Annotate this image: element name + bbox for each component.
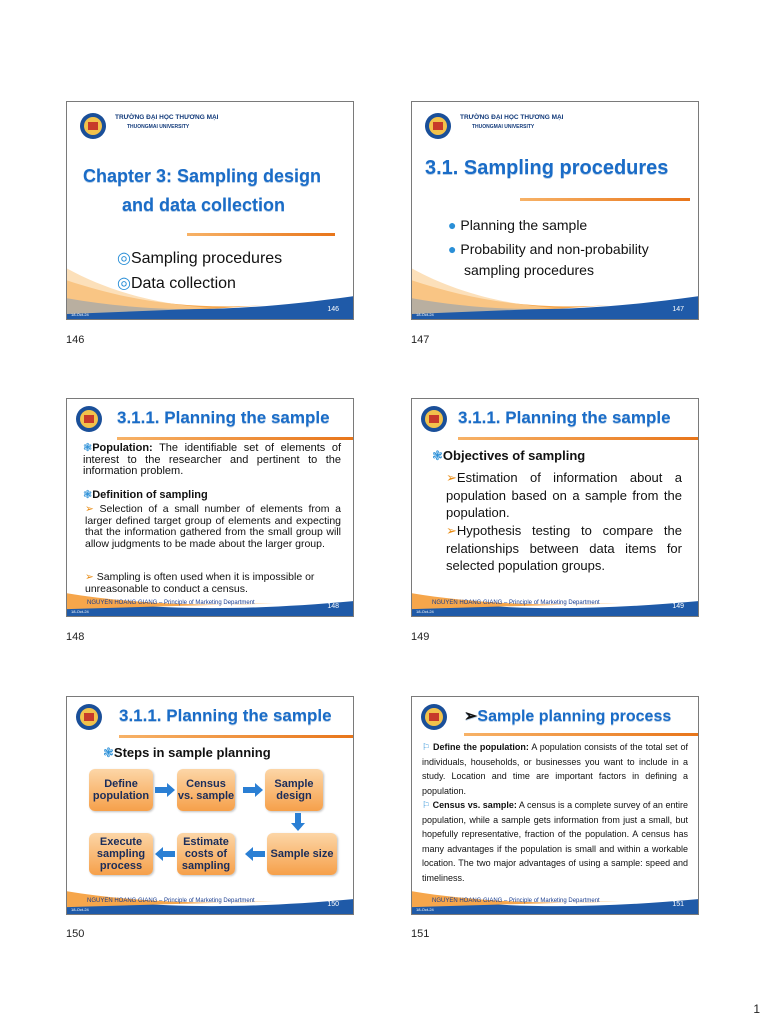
footer-author: NGUYEN HOANG GIANG – Principle of Marketing Department	[87, 600, 255, 606]
title-underline	[119, 735, 354, 738]
thumbnail-caption: 147	[411, 334, 430, 346]
slide-149	[411, 398, 699, 617]
list-item: ● Planning the sample	[448, 217, 588, 233]
slide-title: 3.1.1. Planning the sample	[117, 408, 330, 427]
slide-date: 18-Oct-24	[71, 312, 89, 317]
slide-title: 3.1.1. Planning the sample	[119, 706, 332, 725]
paragraph-define-population: ⚐ Define the population: A population consists of the total set of individuals, households, or businesses you want to include in a study. Location and time are important factors in defining a population.	[422, 742, 688, 796]
flower-bullet-icon: ❃	[83, 489, 93, 501]
paragraph-census-vs-sample: ⚐ Census vs. sample: A census is a complete survey of an entire population, while a sample gets information from just a small, but hopefully representative, fraction of the population. A census has many advantages if the population is small and within a workable location. The two major advantages of using a sample: speed and timeliness.	[422, 800, 688, 883]
slide-title: 3.1. Sampling procedures	[425, 157, 669, 179]
slide-147	[411, 101, 699, 320]
flow-step-estimate-costs: Estimate costs of sampling	[177, 833, 235, 875]
university-name: TRƯỜNG ĐẠI HỌC THƯƠNG MẠI	[460, 114, 564, 121]
flow-step-define-population: Define population	[89, 769, 153, 811]
slide-date: 18-Oct-24	[416, 312, 434, 317]
list-item: ● Probability and non-probability	[448, 241, 649, 257]
flow-arrow-right-icon	[155, 783, 175, 797]
page-number: 1	[753, 1002, 760, 1016]
list-item: ➢ Selection of a small number of elements from a larger defined target group of elements and expecting that the information gathered from the small group will allow judgments to be made about the larger group.	[85, 503, 342, 550]
flag-bullet-icon: ⚐	[422, 742, 431, 752]
ring-bullet-icon: ◎	[117, 250, 131, 267]
flow-arrow-left-icon	[155, 847, 175, 861]
flow-arrow-down-icon	[291, 813, 305, 831]
slide-number: 148	[327, 603, 339, 610]
arrow-bullet-icon: ➢	[464, 708, 478, 725]
steps-heading: ❃Steps in sample planning	[103, 745, 271, 760]
thumbnail-caption: 148	[66, 631, 85, 643]
slide-date: 18-Oct-24	[416, 907, 434, 912]
slide-number: 151	[672, 901, 684, 908]
list-item: ◎Sampling procedures	[117, 250, 283, 267]
list-item-continuation: sampling procedures	[464, 262, 594, 278]
list-item: ◎Data collection	[117, 275, 236, 292]
arrow-bullet-icon: ➢	[85, 503, 94, 515]
university-name: TRƯỜNG ĐẠI HỌC THƯƠNG MẠI	[115, 114, 219, 121]
university-sub: THUONGMAI UNIVERSITY	[472, 124, 535, 130]
university-logo	[79, 112, 107, 140]
flow-arrow-left-icon	[245, 847, 265, 861]
slide-title: ➢Sample planning process	[464, 708, 672, 725]
thumbnail-caption: 146	[66, 334, 85, 346]
objectives-heading: ❃Objectives of sampling	[432, 448, 586, 463]
thumbnail-caption: 151	[411, 928, 430, 940]
arrow-bullet-icon: ➢	[446, 523, 457, 538]
list-item: ➢ Sampling is often used when it is impossible or unreasonable to conduct a census.	[85, 571, 315, 595]
university-sub: THUONGMAI UNIVERSITY	[127, 124, 190, 130]
title-underline	[117, 437, 354, 440]
head-bullet-icon: ●	[448, 241, 457, 257]
flower-bullet-icon: ❃	[432, 448, 443, 463]
university-logo	[420, 405, 448, 433]
ring-bullet-icon: ◎	[117, 275, 131, 292]
slide-number: 147	[672, 306, 684, 313]
head-bullet-icon: ●	[448, 217, 457, 233]
slide-title-line1: Chapter 3: Sampling design	[83, 166, 322, 186]
slide-date: 18-Oct-24	[71, 907, 89, 912]
slide-date: 18-Oct-24	[416, 609, 434, 614]
arrow-bullet-icon: ➢	[446, 470, 457, 485]
slide-title: 3.1.1. Planning the sample	[458, 408, 671, 427]
thumbnail-caption: 150	[66, 928, 85, 940]
slide-148	[66, 398, 354, 617]
slide-number: 149	[672, 603, 684, 610]
footer-author: NGUYEN HOANG GIANG – Principle of Marketing Department	[432, 600, 600, 606]
flower-bullet-icon: ❃	[83, 442, 93, 454]
arrow-bullet-icon: ➢	[85, 571, 94, 583]
university-logo	[420, 703, 448, 731]
flag-bullet-icon: ⚐	[422, 800, 431, 810]
definition-heading: ❃Definition of sampling	[83, 489, 208, 501]
slide-150	[66, 696, 354, 915]
title-underline	[520, 198, 690, 201]
slide-date: 18-Oct-24	[71, 609, 89, 614]
university-logo	[75, 405, 103, 433]
slide-background-swoosh	[412, 102, 698, 319]
flow-step-sample-design: Sample design	[265, 769, 323, 811]
slide-title-line2: and data collection	[122, 195, 286, 215]
list-item: ➢Hypothesis testing to compare the relationships between data items for selected population groups.	[446, 523, 682, 573]
flow-step-sample-size: Sample size	[267, 833, 337, 875]
flow-step-execute-sampling: Execute sampling process	[89, 833, 153, 875]
flow-arrow-right-icon	[243, 783, 263, 797]
university-logo	[424, 112, 452, 140]
university-logo	[75, 703, 103, 731]
list-item: ➢Estimation of information about a population based on a sample from the population.	[446, 470, 682, 520]
slide-151	[411, 696, 699, 915]
footer-author: NGUYEN HOANG GIANG – Principle of Marketing Department	[432, 898, 600, 904]
flower-bullet-icon: ❃	[103, 745, 114, 760]
population-definition: ❃Population: The identifiable set of elements of interest to the researcher and pertinent to the information problem.	[83, 442, 341, 477]
footer-author: NGUYEN HOANG GIANG – Principle of Marketing Department	[87, 898, 255, 904]
thumbnail-caption: 149	[411, 631, 430, 643]
slide-number: 146	[327, 306, 339, 313]
slide-146	[66, 101, 354, 320]
title-underline	[464, 733, 699, 736]
title-underline	[187, 233, 335, 236]
flow-step-census-vs-sample: Census vs. sample	[177, 769, 235, 811]
slide-number: 150	[327, 901, 339, 908]
title-underline	[458, 437, 699, 440]
